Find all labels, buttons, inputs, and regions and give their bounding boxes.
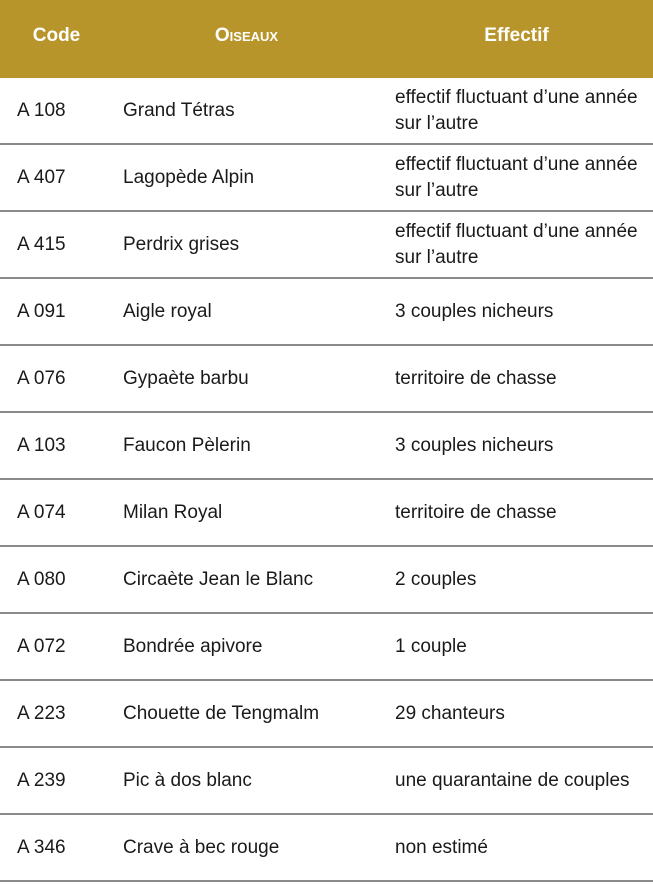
cell-code: A 223 (17, 702, 66, 724)
table-row (0, 547, 653, 614)
cell-effectif: territoire de chasse (395, 367, 557, 389)
table-row (0, 681, 653, 748)
cell-effectif: 29 chanteurs (395, 702, 505, 724)
cell-effectif: 3 couples nicheurs (395, 300, 554, 322)
table-row (0, 815, 653, 882)
table-row (0, 78, 653, 145)
cell-bird: Perdrix grises (123, 233, 240, 255)
cell-code: A 407 (17, 166, 66, 188)
cell-bird: Bondrée apivore (123, 635, 263, 657)
cell-bird: Crave à bec rouge (123, 836, 280, 858)
table-row (0, 346, 653, 413)
cell-effectif: une quarantaine de couples (395, 769, 630, 791)
cell-code: A 415 (17, 233, 66, 255)
table-row (0, 748, 653, 815)
cell-code: A 346 (17, 836, 66, 858)
cell-bird: Aigle royal (123, 300, 212, 322)
header-code: Code (32, 25, 81, 46)
cell-effectif: effectif fluctuant d’une année sur l’autre (395, 86, 638, 134)
table-row (0, 279, 653, 346)
cell-effectif: 3 couples nicheurs (395, 434, 554, 456)
header-effectif: Effectif (484, 25, 549, 46)
cell-effectif: effectif fluctuant d’une année sur l’autre (395, 153, 638, 201)
cell-bird: Lagopède Alpin (123, 166, 255, 188)
cell-effectif: 2 couples (395, 568, 477, 590)
cell-bird: Pic à dos blanc (123, 769, 252, 791)
cell-code: A 074 (17, 501, 66, 523)
table-header (0, 0, 653, 78)
cell-bird: Faucon Pèlerin (123, 434, 251, 456)
table-row (0, 413, 653, 480)
cell-code: A 091 (17, 300, 66, 322)
table-row (0, 145, 653, 212)
cell-code: A 239 (17, 769, 66, 791)
cell-bird: Circaète Jean le Blanc (123, 568, 314, 590)
table-row (0, 480, 653, 547)
cell-bird: Milan Royal (123, 501, 223, 523)
cell-code: A 103 (17, 434, 66, 456)
header-bird: Oiseaux (214, 25, 279, 46)
cell-code: A 072 (17, 635, 66, 657)
table-row (0, 212, 653, 279)
cell-effectif: 1 couple (395, 635, 467, 657)
table-row (0, 614, 653, 681)
cell-bird: Chouette de Tengmalm (123, 702, 320, 724)
cell-bird: Gypaète barbu (123, 367, 249, 389)
cell-code: A 076 (17, 367, 66, 389)
cell-code: A 080 (17, 568, 66, 590)
cell-effectif: effectif fluctuant d’une année sur l’autre (395, 220, 638, 268)
cell-effectif: non estimé (395, 836, 488, 858)
cell-code: A 108 (17, 99, 66, 121)
cell-effectif: territoire de chasse (395, 501, 557, 523)
cell-bird: Grand Tétras (123, 99, 235, 121)
